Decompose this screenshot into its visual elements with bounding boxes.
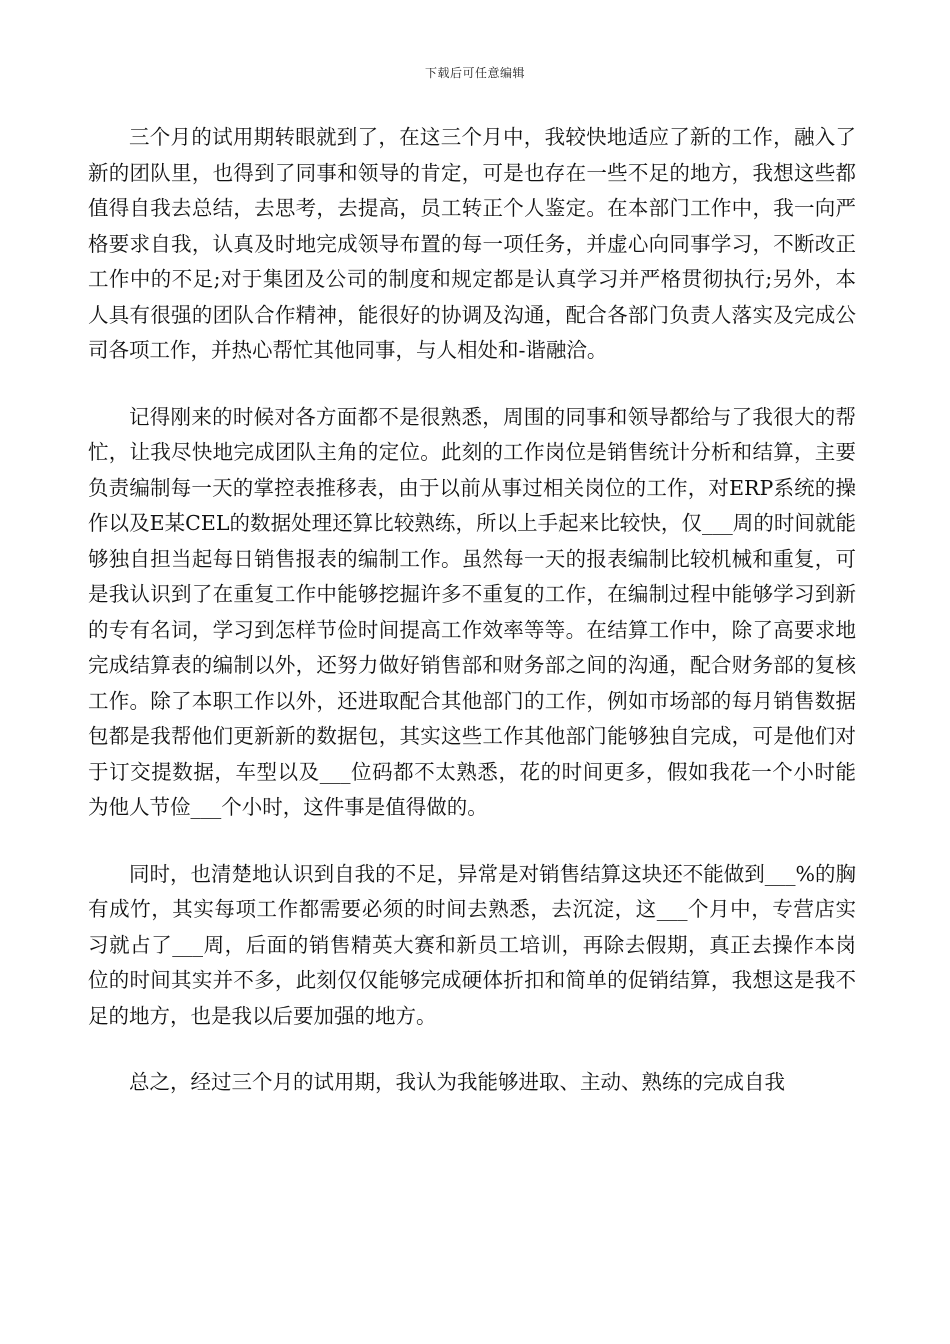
page-header: 下载后可任意编辑	[424, 66, 525, 80]
paragraph-1: 三个月的试用期转眼就到了，在这三个月中，我较快地适应了新的工作，融入了新的团队里，也得到了同事和领导的肯定，可是也存在一些不足的地方，我想这些都值得自我去总结，去思考，去提高，员工转正个人鉴定。在本部门工作中，我一向严格要求自我，认真及时地完成领导布置的每一项任务，并虚心向同事学习，不断改正工作中的不足;对于集团及公司的制度和规定都是认真学习并严格贯彻执行;另外，本人具有很强的团队合作精神，能很好的协调及沟通，配合各部门负责人落实及完成公司各项工作，并热心帮忙其他同事，与人相处和-谐融洽。	[88, 125, 856, 362]
document-body	[88, 120, 856, 1132]
paragraph-3: 同时，也清楚地认识到自我的不足，异常是对销售结算这块还不能做到___%的胸有成竹，其实每项工作都需要必须的时间去熟悉，去沉淀，这___个月中，专营店实习就占了___周，后面的销售精英大赛和新员工培训，再除去假期，真正去操作本岗位的时间其实并不多，此刻仅仅能够完成硬体折扣和简单的促销结算，我想这是我不足的地方，也是我以后要加强的地方。	[88, 861, 856, 1028]
paragraph-2: 记得刚来的时候对各方面都不是很熟悉，周围的同事和领导都给与了我很大的帮忙，让我尽快地完成团队主角的定位。此刻的工作岗位是销售统计分析和结算，主要负责编制每一天的掌控表推移表，由于以前从事过相关岗位的工作，对ERP系统的操作以及E某CEL的数据处理还算比较熟练，所以上手起来比较快，仅___周的时间就能够独自担当起每日销售报表的编制工作。虽然每一天的报表编制比较机械和重复，可是我认识到了在重复工作中能够挖掘许多不重复的工作，在编制过程中能够学习到新的专有名词，学习到怎样节俭时间提高工作效率等等。在结算工作中，除了高要求地完成结算表的编制以外，还努力做好销售部和财务部之间的沟通，配合财务部的复核工作。除了本职工作以外，还进取配合其他部门的工作，例如市场部的每月销售数据包都是我帮他们更新新的数据包，其实这些工作其他部门能够独自完成，可是他们对于订交提数据，车型以及___位码都不太熟悉，花的时间更多，假如我花一个小时能为他人节俭___个小时，这件事是值得做的。	[88, 404, 856, 819]
paragraph-4: 总之，经过三个月的试用期，我认为我能够进取、主动、熟练的完成自我	[129, 1070, 785, 1094]
